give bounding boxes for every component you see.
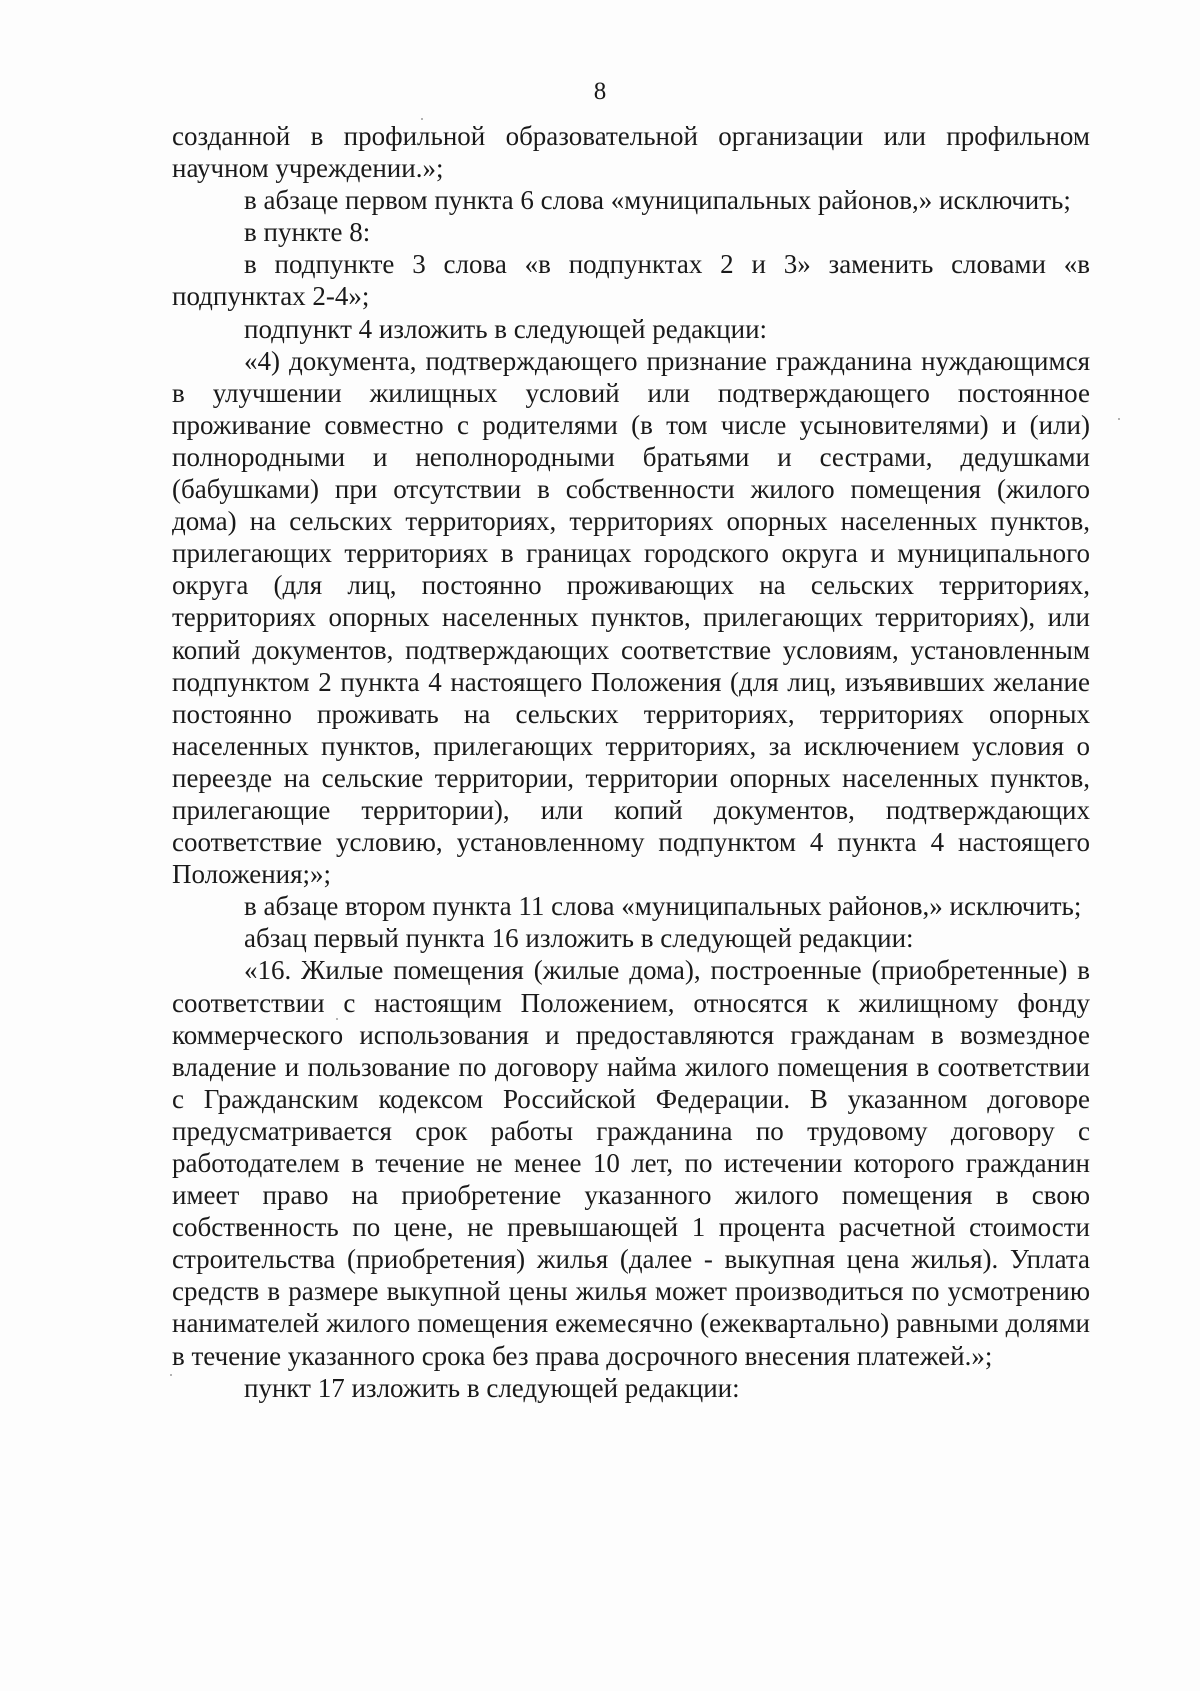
paragraph-subitem-3-amendment: в подпункте 3 слова «в подпунктах 2 и 3» заменить словами «в подпунктах 2-4»; [172,249,1090,312]
page-number: 8 [593,78,607,105]
paragraph-item-16-intro: абзац первый пункта 16 изложить в следующей редакции: [244,923,914,954]
paragraph-amendment-item-11: в абзаце втором пункта 11 слова «муниципальных районов,» исключить; [244,891,1082,922]
paragraph-subitem-4-text: «4) документа, подтверждающего признание гражданина нуждающимся в улучшении жилищных условий или подтверждающего постоянное проживание совместно с родителями (в том числе усыновителями) и (или) полнородными и неполнородными братьями и сестрами, дедушками (бабушками) при отсутствии в собственности жилого помещения (жилого дома) на сельских территориях, территориях опорных населенных пунктов, прилегающих территориях в границах городского округа и муниципального округа (для лиц, постоянно проживающих на сельских территориях, территориях опорных населенных пунктов, прилегающих территориях), или копий документов, подтверждающих соответствие условиям, установленным подпунктом 2 пункта 4 настоящего Положения (для лиц, изъявивших желание постоянно проживать на сельских территориях, территориях опорных населенных пунктов, прилегающих территориях, за исключением условия о переезде на сельские территории, территории опорных населенных пунктов, прилегающие территории), или копий документов, подтверждающих соответствие условию, установленному подпунктом 4 пункта 4 настоящего Положения;»; [172,345,1090,890]
paragraph-amendment-item-6: в абзаце первом пункта 6 слова «муниципальных районов,» исключить; [244,185,1071,216]
scan-speck [336,1018,338,1020]
scan-speck [170,1374,172,1376]
paragraph-subitem-4-intro: подпункт 4 изложить в следующей редакции: [244,313,768,344]
paragraph-item-8-heading: в пункте 8: [244,217,371,248]
scan-speck [421,118,423,120]
paragraph-continuation: созданной в профильной образовательной организации или профильном научном учреждении.»; [172,121,1090,184]
document-body [172,120,1090,1404]
paragraph-item-16-text: «16. Жилые помещения (жилые дома), построенные (приобретенные) в соответствии с настоящим Положением, относятся к жилищному фонду коммерческого использования и предоставляются гражданам в возмездное владение и пользование по договору найма жилого помещения в соответствии с Гражданским кодексом Российской Федерации. В указанном договоре предусматривается срок работы гражданина по трудовому договору с работодателем в течение не менее 10 лет, по истечении которого гражданин имеет право на приобретение указанного жилого помещения в свою собственность по цене, не превышающей 1 процента расчетной стоимости строительства (приобретения) жилья (далее - выкупная цена жилья). Уплата средств в размере выкупной цены жилья может производиться по усмотрению нанимателей жилого помещения ежемесячно (ежеквартально) равными долями в течение указанного срока без права досрочного внесения платежей.»; [172,955,1090,1371]
scan-speck [1118,418,1120,420]
paragraph-item-17-intro: пункт 17 изложить в следующей редакции: [244,1372,740,1403]
